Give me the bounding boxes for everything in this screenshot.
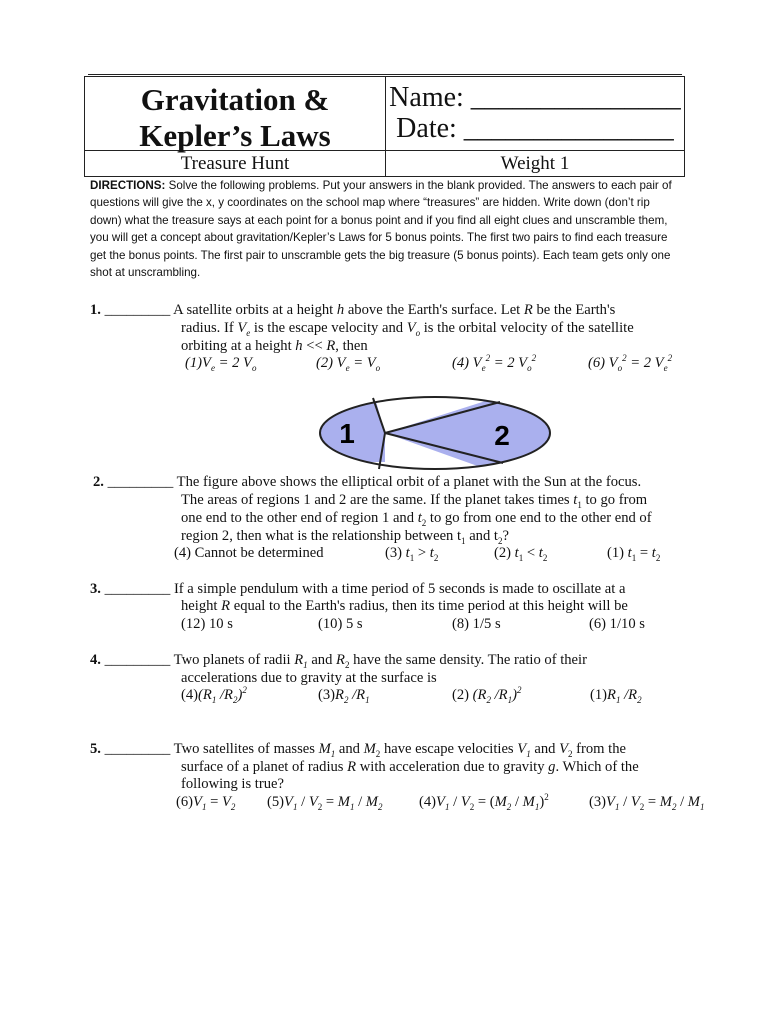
- question-3-line2: height R equal to the Earth's radius, then its time period at this height will be: [181, 598, 628, 614]
- question-4-line2: accelerations due to gravity at the surface is: [181, 670, 437, 686]
- worksheet-title-line1: Gravitation &: [140, 82, 330, 117]
- answer-blank[interactable]: _________: [104, 741, 171, 757]
- question-4-option[interactable]: (2) ($R_2$ $/R_1)^2$: [452, 685, 522, 705]
- question-number: 2.: [93, 474, 104, 490]
- question-3-option[interactable]: (8) 1/5 s: [452, 616, 501, 632]
- question-2-line3: one end to the other end of region 1 and $t_2$ to go from one end to the other end of: [181, 510, 652, 528]
- question-5-option[interactable]: $(4)V_1 / V_2 = (M_2 / M_1)^2$: [419, 792, 549, 812]
- subtitle-treasure-hunt: Treasure Hunt: [180, 153, 290, 174]
- question-1: 1. _________ A satellite orbits at a height h above the Earth's surface. Let R be the Earth's: [90, 302, 616, 318]
- question-number: 5.: [90, 741, 101, 757]
- answer-blank[interactable]: _________: [107, 474, 174, 490]
- answer-blank[interactable]: _________: [104, 302, 171, 318]
- worksheet-title-line2: Kepler’s Laws: [139, 118, 331, 153]
- directions-paragraph: [90, 177, 680, 281]
- question-1-line2: radius. If $V_e$ is the escape velocity and $V_o$ is the orbital velocity of the satellite: [181, 320, 634, 338]
- answer-blank[interactable]: _________: [104, 581, 171, 597]
- answer-blank[interactable]: _________: [104, 652, 171, 668]
- region-2-label: 2: [494, 420, 510, 451]
- question-5: 5. _________ Two satellites of masses $M_1$ and $M_2$ have escape velocities $V_1$ and $V_2$ from the: [90, 741, 626, 759]
- question-5-line2: surface of a planet of radius R with acceleration due to gravity g. Which of the: [181, 759, 639, 775]
- question-2-line2: The areas of regions 1 and 2 are the same. If the planet takes times $t_1$ to go from: [181, 492, 648, 510]
- question-4-option[interactable]: $(4)(R_1$ $/R_2)^2$: [181, 685, 247, 705]
- question-number: 3.: [90, 581, 101, 597]
- question-4: 4. _________ Two planets of radii $R_1$ and $R_2$ have the same density. The ratio of their: [90, 652, 587, 670]
- question-4-option[interactable]: $(3)R_2$ $/R_1$: [318, 687, 370, 705]
- question-1-option[interactable]: (6) $V_o^2 = 2$ $V_e^2$: [588, 353, 673, 373]
- header-table: [84, 76, 685, 177]
- directions-label: DIRECTIONS:: [90, 179, 166, 192]
- question-number: 4.: [90, 652, 101, 668]
- question-2-line1: The figure above shows the elliptical orbit of a planet with the Sun at the focus.: [176, 474, 642, 490]
- subtitle-weight: Weight 1: [500, 153, 570, 174]
- question-1-option[interactable]: $(1)V_e = 2$ $V_o$: [185, 355, 257, 373]
- question-5-option[interactable]: $(5)V_1 / V_2 = M_1 / M_2$: [267, 794, 383, 812]
- question-3: [90, 580, 625, 598]
- question-2-option[interactable]: (4) Cannot be determined: [174, 545, 324, 561]
- question-5-option[interactable]: $(3)V_1 / V_2 = M_2 / M_1$: [589, 794, 705, 812]
- question-2-option[interactable]: (3) $t_1 > t_2$: [385, 545, 439, 563]
- question-number: 1.: [90, 302, 101, 318]
- question-2-line4: region 2, then what is the relationship between $t_1$ and $t_2$?: [181, 528, 509, 546]
- question-1-line3: orbiting at a height h << R, then: [181, 338, 368, 354]
- question-1-option[interactable]: (4) $V_e^2 = 2$ $V_o^2$: [452, 353, 537, 373]
- region-1-label: 1: [339, 418, 355, 449]
- orbit-figure: [310, 392, 560, 474]
- question-4-option[interactable]: $(1)R_1$ $/R_2$: [590, 687, 642, 705]
- question-1-option[interactable]: (2) $V_e = V_o$: [316, 355, 381, 373]
- question-2-option[interactable]: (1) $t_1 = t_2$: [607, 545, 661, 563]
- question-3-option[interactable]: (6) 1/10 s: [589, 616, 645, 632]
- name-field[interactable]: Name: _______________: [389, 82, 681, 113]
- question-2: [93, 473, 641, 491]
- question-5-line3: following is true?: [181, 776, 284, 792]
- question-2-option[interactable]: (2) $t_1 < t_2$: [494, 545, 548, 563]
- question-3-option[interactable]: (12) 10 s: [181, 616, 233, 632]
- date-field[interactable]: Date: _______________: [396, 113, 674, 144]
- question-3-option[interactable]: (10) 5 s: [318, 616, 363, 632]
- question-3-line1: If a simple pendulum with a time period of 5 seconds is made to oscillate at a: [173, 581, 626, 597]
- directions-text: Solve the following problems. Put your answers in the blank provided. The answers to each pair of questions will give the x, y coordinates on the school map where “treasures” are hidden. Write down (don’t rip down) what the treasure says at each point for a bonus point and if you find all eight clues and unscramble them, you will get a concept about gravitation/Kepler’s Laws for 5 bonus points. The first two pairs to find each treasure get the bonus points. The first pair to unscramble gets the big treasure (5 bonus points). Each team gets only one shot at unscrambling.: [90, 179, 672, 280]
- header-top-rule: [88, 74, 682, 75]
- question-5-option[interactable]: $(6)V_1 = V_2$: [176, 794, 236, 812]
